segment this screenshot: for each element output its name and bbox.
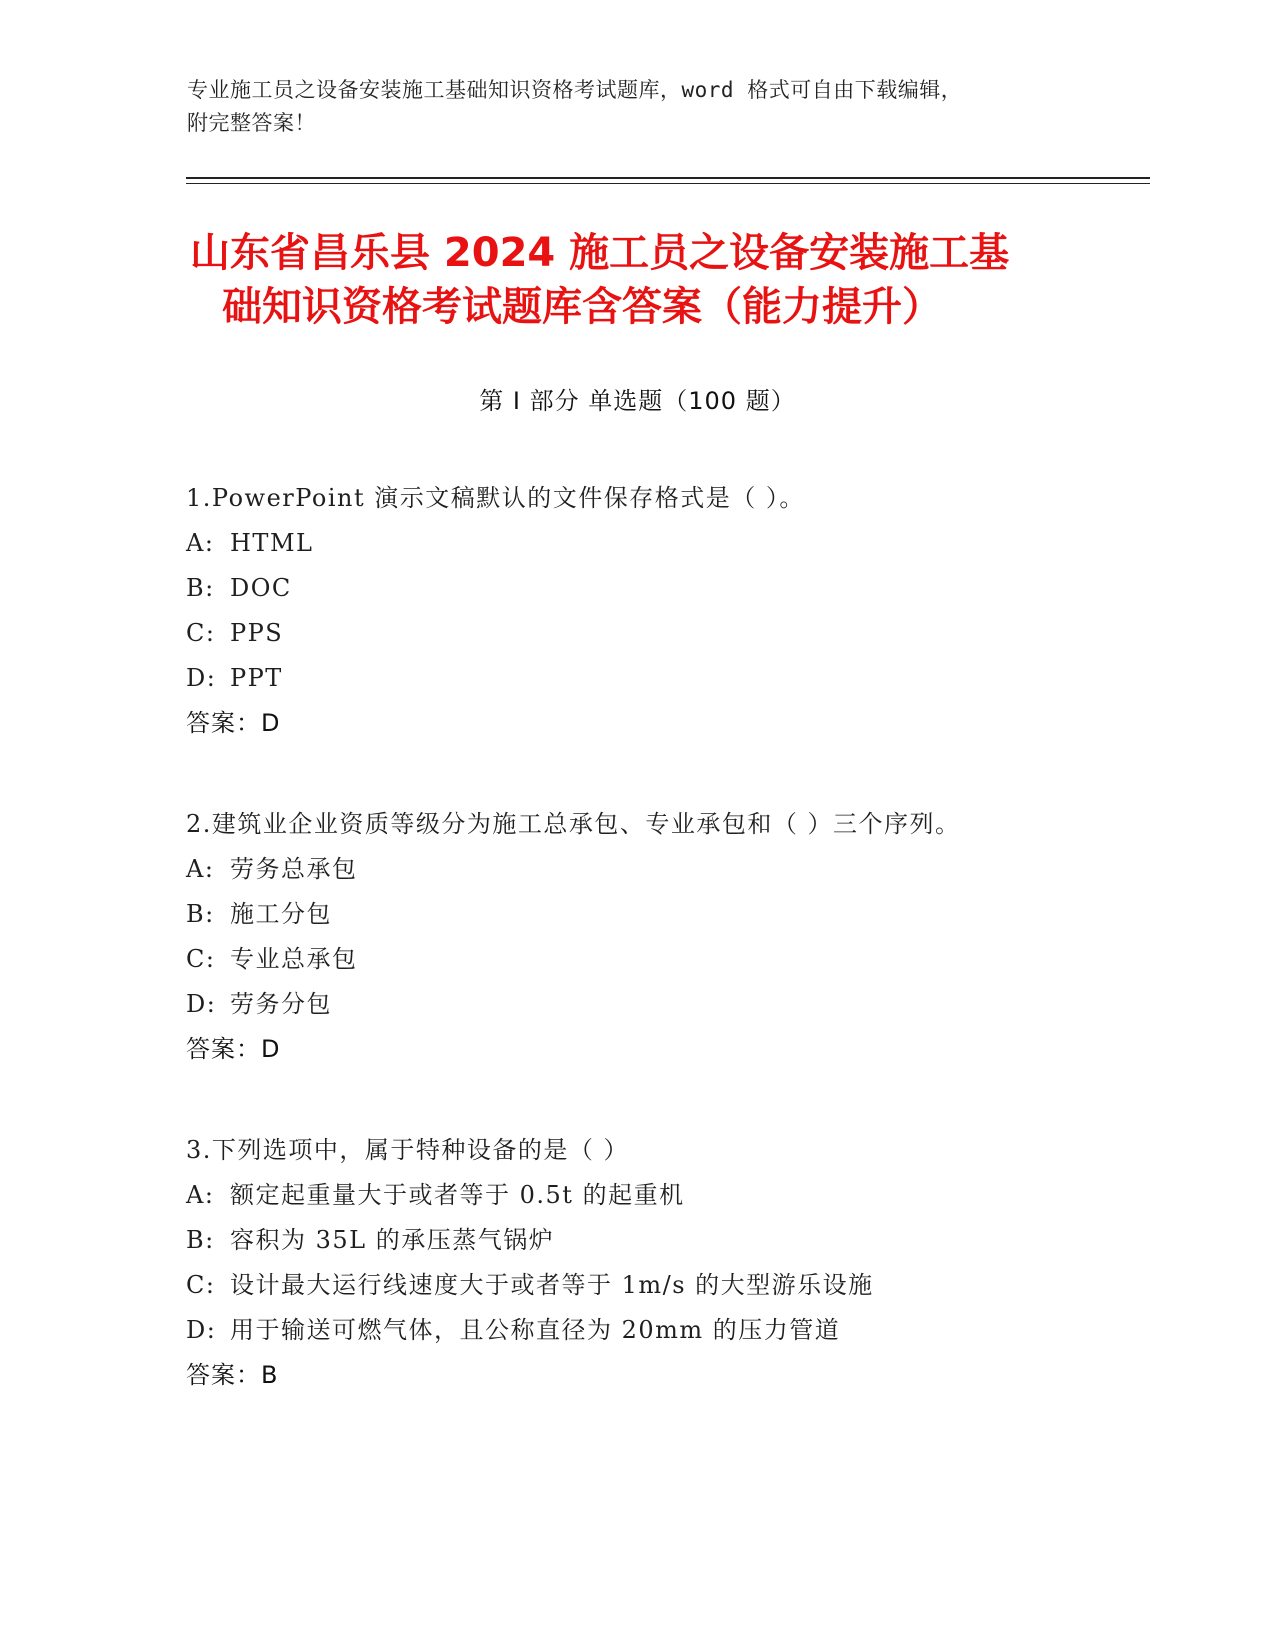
option-d — [186, 982, 1146, 1027]
option-key: D: — [186, 990, 217, 1018]
option-key: C: — [186, 1271, 216, 1299]
answer-line: 答案：D — [186, 709, 281, 737]
option-b — [186, 566, 1146, 611]
header-note — [187, 74, 1067, 140]
header-note-line2: 附完整答案！ — [187, 111, 316, 135]
option-key: C: — [186, 619, 216, 647]
question-2 — [186, 802, 1146, 1072]
answer-line: 答案：D — [186, 1035, 281, 1063]
option-text: 用于输送可燃气体，且公称直径为 20mm 的压力管道 — [230, 1316, 841, 1344]
document-title — [190, 226, 1090, 334]
question-list — [186, 476, 1146, 1454]
answer-line: 答案：B — [186, 1361, 279, 1389]
option-text: HTML — [230, 529, 314, 557]
document-title-line2: 础知识资格考试题库含答案（能力提升） — [222, 284, 942, 330]
option-text: PPS — [230, 619, 284, 647]
option-d — [186, 656, 1146, 701]
question-stem: 3.下列选项中，属于特种设备的是（ ） — [186, 1136, 630, 1164]
option-key: D: — [186, 1316, 217, 1344]
option-a — [186, 1173, 1146, 1218]
option-a — [186, 847, 1146, 892]
option-key: B: — [186, 1226, 215, 1254]
option-text: 额定起重量大于或者等于 0.5t 的起重机 — [230, 1181, 685, 1209]
option-text: 设计最大运行线速度大于或者等于 1m/s 的大型游乐设施 — [230, 1271, 874, 1299]
option-key: C: — [186, 945, 216, 973]
option-text: PPT — [230, 664, 283, 692]
section-title: 第 I 部分 单选题（100 题） — [479, 387, 796, 415]
option-d — [186, 1308, 1146, 1353]
option-c — [186, 1263, 1146, 1308]
option-c — [186, 937, 1146, 982]
header-note-line1: 专业施工员之设备安装施工基础知识资格考试题库，word 格式可自由下载编辑， — [187, 78, 963, 102]
question-stem: 2.建筑业企业资质等级分为施工总承包、专业承包和（ ）三个序列。 — [186, 810, 961, 838]
option-key: D: — [186, 664, 217, 692]
header-divider-thick — [186, 177, 1150, 179]
option-text: 容积为 35L 的承压蒸气锅炉 — [230, 1226, 555, 1254]
option-b — [186, 1218, 1146, 1263]
question-1 — [186, 476, 1146, 746]
option-text: 劳务总承包 — [230, 855, 358, 883]
option-text: 专业总承包 — [230, 945, 358, 973]
option-a — [186, 521, 1146, 566]
option-text: DOC — [230, 574, 292, 602]
question-stem: 1.PowerPoint 演示文稿默认的文件保存格式是（ ）。 — [186, 484, 805, 512]
header-divider-thin — [186, 183, 1150, 184]
option-key: B: — [186, 574, 215, 602]
document-title-line1: 山东省昌乐县 2024 施工员之设备安装施工基 — [190, 230, 1010, 276]
option-key: A: — [186, 1181, 215, 1209]
option-key: A: — [186, 529, 215, 557]
option-text: 劳务分包 — [230, 990, 332, 1018]
option-key: B: — [186, 900, 215, 928]
option-text: 施工分包 — [230, 900, 332, 928]
option-c — [186, 611, 1146, 656]
question-3 — [186, 1128, 1146, 1398]
option-b — [186, 892, 1146, 937]
option-key: A: — [186, 855, 215, 883]
